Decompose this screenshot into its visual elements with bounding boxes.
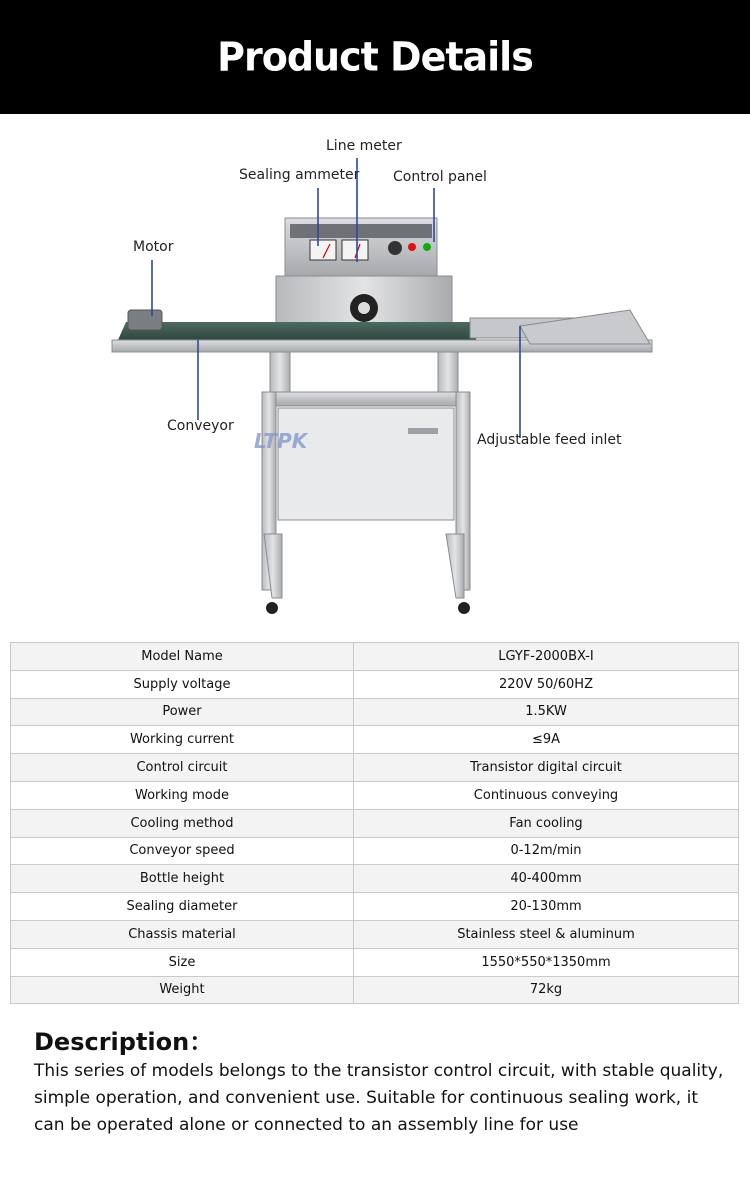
description-title: Description：	[34, 1028, 214, 1056]
sealing-machine-illustration	[0, 114, 750, 640]
spec-label: Sealing diameter	[11, 893, 354, 921]
spec-value: Continuous conveying	[354, 781, 739, 809]
caster-wheel-icon	[266, 602, 278, 614]
table-row	[11, 976, 739, 1004]
callout-conveyor: Conveyor	[167, 418, 234, 434]
ltpk-watermark: LTPK	[254, 429, 308, 453]
spec-label: Working mode	[11, 781, 354, 809]
product-diagram	[0, 114, 750, 640]
table-row	[11, 781, 739, 809]
callout-sealing-ammeter: Sealing ammeter	[239, 167, 360, 183]
table-row	[11, 809, 739, 837]
sealing-ammeter-dial	[310, 240, 336, 260]
spec-label: Cooling method	[11, 809, 354, 837]
spec-label: Working current	[11, 726, 354, 754]
table-row	[11, 726, 739, 754]
spec-label: Supply voltage	[11, 670, 354, 698]
header-banner	[0, 0, 750, 114]
caster-wheel-icon	[458, 602, 470, 614]
page-title: Product Details	[217, 33, 533, 81]
table-row	[11, 948, 739, 976]
spec-value: 220V 50/60HZ	[354, 670, 739, 698]
spec-value: 1550*550*1350mm	[354, 948, 739, 976]
spec-label: Size	[11, 948, 354, 976]
table-row	[11, 893, 739, 921]
spec-value: 20-130mm	[354, 893, 739, 921]
table-row	[11, 865, 739, 893]
spec-label: Control circuit	[11, 754, 354, 782]
line-meter-dial	[342, 240, 368, 260]
callout-motor: Motor	[133, 239, 174, 255]
spec-value: Fan cooling	[354, 809, 739, 837]
spec-label: Conveyor speed	[11, 837, 354, 865]
table-row	[11, 754, 739, 782]
spec-value: Transistor digital circuit	[354, 754, 739, 782]
callout-adjustable-feed-inlet: Adjustable feed inlet	[477, 432, 622, 448]
spec-value: ≤9A	[354, 726, 739, 754]
motor-icon	[128, 310, 162, 330]
spec-label: Power	[11, 698, 354, 726]
spec-label: Bottle height	[11, 865, 354, 893]
spec-value: 0-12m/min	[354, 837, 739, 865]
callout-control-panel: Control panel	[393, 169, 487, 185]
spec-value: 40-400mm	[354, 865, 739, 893]
table-row	[11, 920, 739, 948]
head-unit	[276, 218, 452, 330]
spec-value: 1.5KW	[354, 698, 739, 726]
spec-value: 72kg	[354, 976, 739, 1004]
spec-value: LGYF-2000BX-I	[354, 643, 739, 671]
table-row	[11, 670, 739, 698]
machine-frame	[262, 352, 470, 614]
spec-label: Model Name	[11, 643, 354, 671]
description-body: This series of models belongs to the transistor control circuit, with stable quality, simple operation, and convenient use. Suitable for continuous sealing work, it can be operated alone or connected to an assembly line for use	[34, 1061, 724, 1135]
spec-label: Chassis material	[11, 920, 354, 948]
specifications-table	[10, 642, 739, 1004]
callout-line-meter: Line meter	[326, 138, 402, 154]
spec-value: Stainless steel & aluminum	[354, 920, 739, 948]
table-row	[11, 837, 739, 865]
spec-label: Weight	[11, 976, 354, 1004]
table-row	[11, 643, 739, 671]
table-row	[11, 698, 739, 726]
